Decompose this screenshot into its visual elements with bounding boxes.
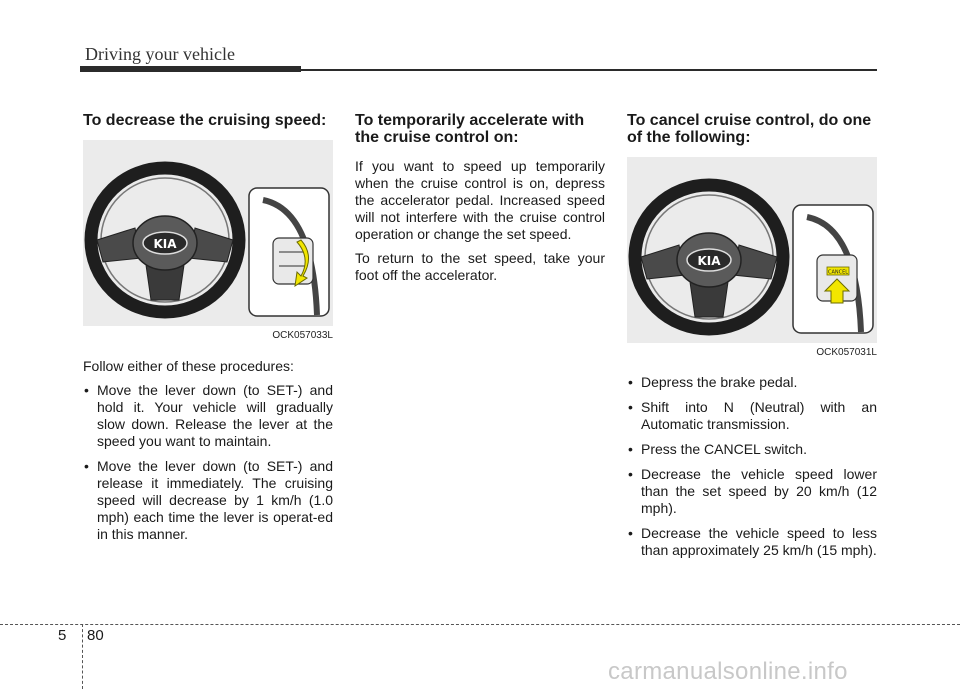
header-bar [80,66,301,72]
header-rule [301,69,877,71]
steering-wheel-figure-set [83,140,333,326]
kia-logo: KIA [153,237,177,251]
heading-decrease-speed: To decrease the cruising speed: [83,112,327,129]
list-item: • Shift into N (Neutral) with an Automatic transmission. [627,399,877,433]
steering-wheel-figure-cancel [627,157,877,343]
heading-cancel-cruise: To cancel cruise control, do one of the following: [627,112,872,146]
paragraph-accelerate: If you want to speed up temporarily when the cruise control is on, depress the accelerator pedal. Increased speed will not interfere with the cruise control operation or change the set speed. [355,158,605,242]
steering-wheel-illustration [83,140,333,326]
footer-rule [0,624,960,625]
list-item: • Move the lever down (to SET-) and release it immediately. The cruising speed will decrease by 1 km/h (1.0 mph) each time the lever is operat-ed in this manner. [83,458,333,543]
column-temporary-accelerate [355,112,605,284]
column-cancel-cruise [627,112,877,567]
footer-divider [82,624,83,689]
intro-text: Follow either of these procedures: [83,358,294,374]
kia-logo: KIA [697,254,721,268]
cancel-methods-list [627,374,877,559]
paragraph-return: To return to the set speed, take your foot off the accelerator. [355,250,605,283]
list-item: • Decrease the vehicle speed lower than the set speed by 20 km/h (12 mph). [627,466,877,517]
list-item: • Depress the brake pedal. [627,374,877,391]
procedure-list [83,382,333,543]
page-header-title: Driving your vehicle [85,44,235,64]
list-item: • Decrease the vehicle speed to less than approximately 25 km/h (15 mph). [627,525,877,559]
list-item: • Move the lever down (to SET-) and hold it. Your vehicle will gradually slow down. Release the lever at the speed you want to maintain. [83,382,333,450]
chapter-number: 5 [58,627,67,644]
cancel-switch-label: CANCEL [827,269,849,276]
list-item: • Press the CANCEL switch. [627,441,877,458]
steering-wheel-illustration [627,157,877,343]
heading-temporary-accelerate: To temporarily accelerate with the cruise control on: [355,112,585,146]
figure-caption: OCK057033L [272,330,333,341]
watermark: carmanualsonline.info [608,658,848,685]
figure-caption: OCK057031L [816,347,877,358]
column-decrease-speed [83,112,333,551]
page-number: 80 [87,627,104,644]
